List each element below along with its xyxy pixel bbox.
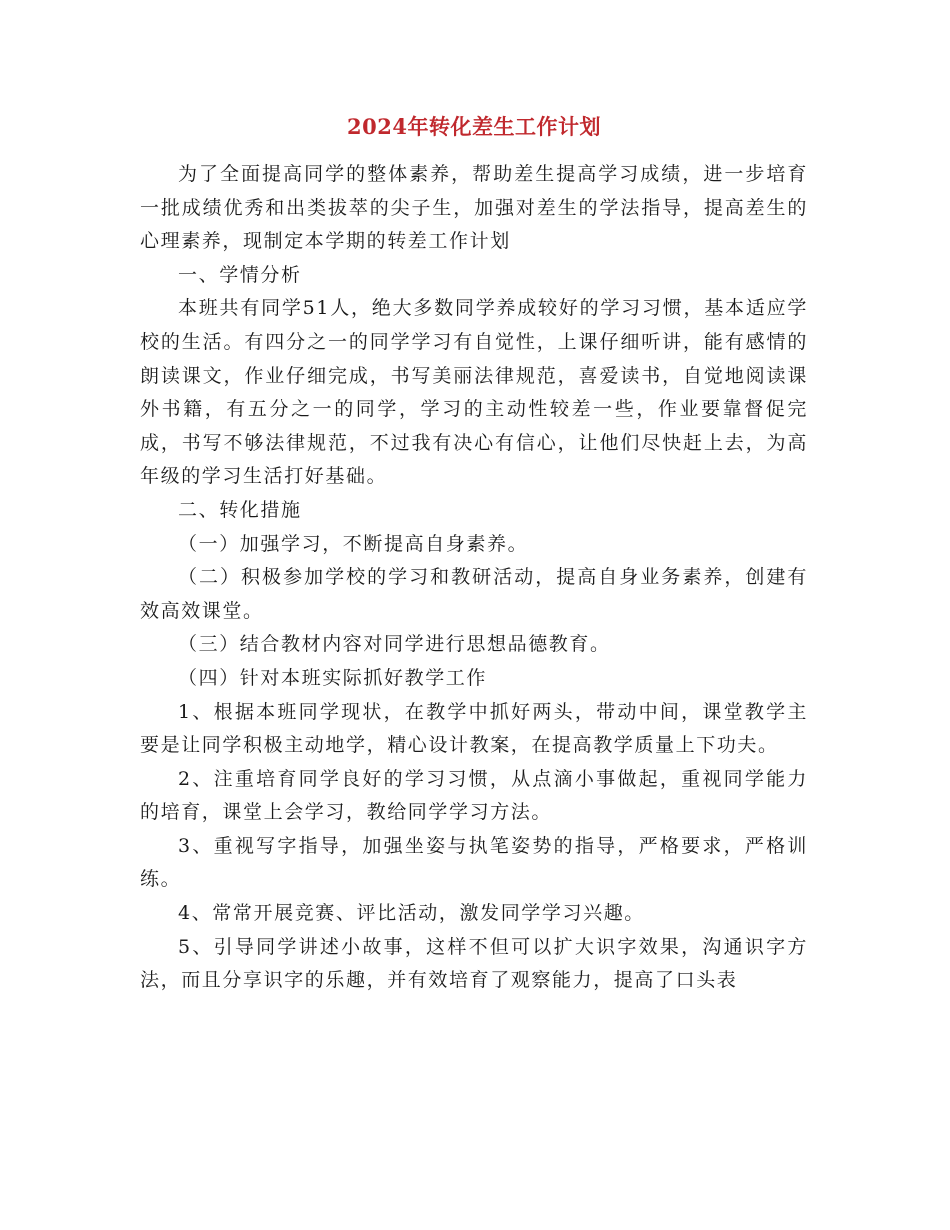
analysis-paragraph: 本班共有同学51人，绝大多数同学养成较好的学习习惯，基本适应学校的生活。有四分之一的同学学习有自觉性，上课仔细听讲，能有感情的朗读课文，作业仔细完成，书写美丽法律规范，喜爱读书，自觉地阅读课外书籍，有五分之一的同学，学习的主动性较差一些，作业要靠督促完成，书写不够法律规范，不过我有决心有信心，让他们尽快赶上去，为高年级的学习生活打好基础。 xyxy=(140,297,808,488)
document-page xyxy=(140,112,808,998)
teaching-point-4: 4、常常开展竞赛、评比活动，激发同学学习兴趣。 xyxy=(178,902,645,925)
teaching-point-5: 5、引导同学讲述小故事，这样不但可以扩大识字效果，沟通识字方法，而且分享识字的乐趣，并有效培育了观察能力，提高了口头表 xyxy=(140,935,808,992)
section-heading-measures: 二、转化措施 xyxy=(178,498,302,521)
measure-item-2: （二）积极参加学校的学习和教研活动，提高自身业务素养，创建有效高效课堂。 xyxy=(140,566,808,622)
measure-item-1: （一）加强学习，不断提高自身素养。 xyxy=(178,532,529,555)
measure-item-4: （四）针对本班实际抓好教学工作 xyxy=(178,666,488,689)
document-title: 2024年转化差生工作计划 xyxy=(347,114,601,139)
teaching-point-2: 2、注重培育同学良好的学习习惯，从点滴小事做起，重视同学能力的培育，课堂上会学习，教给同学学习方法。 xyxy=(140,767,808,824)
teaching-point-1: 1、根据本班同学现状，在教学中抓好两头，带动中间，课堂教学主要是让同学积极主动地学，精心设计教案，在提高教学质量上下功夫。 xyxy=(140,700,808,757)
section-heading-analysis: 一、学情分析 xyxy=(178,263,302,286)
measure-item-3: （三）结合教材内容对同学进行思想品德教育。 xyxy=(178,633,611,656)
teaching-point-3: 3、重视写字指导，加强坐姿与执笔姿势的指导，严格要求，严格训练。 xyxy=(140,834,808,891)
intro-paragraph: 为了全面提高同学的整体素养，帮助差生提高学习成绩，进一步培育一批成绩优秀和出类拔萃的尖子生，加强对差生的学法指导，提高差生的心理素养，现制定本学期的转差工作计划 xyxy=(140,163,808,253)
